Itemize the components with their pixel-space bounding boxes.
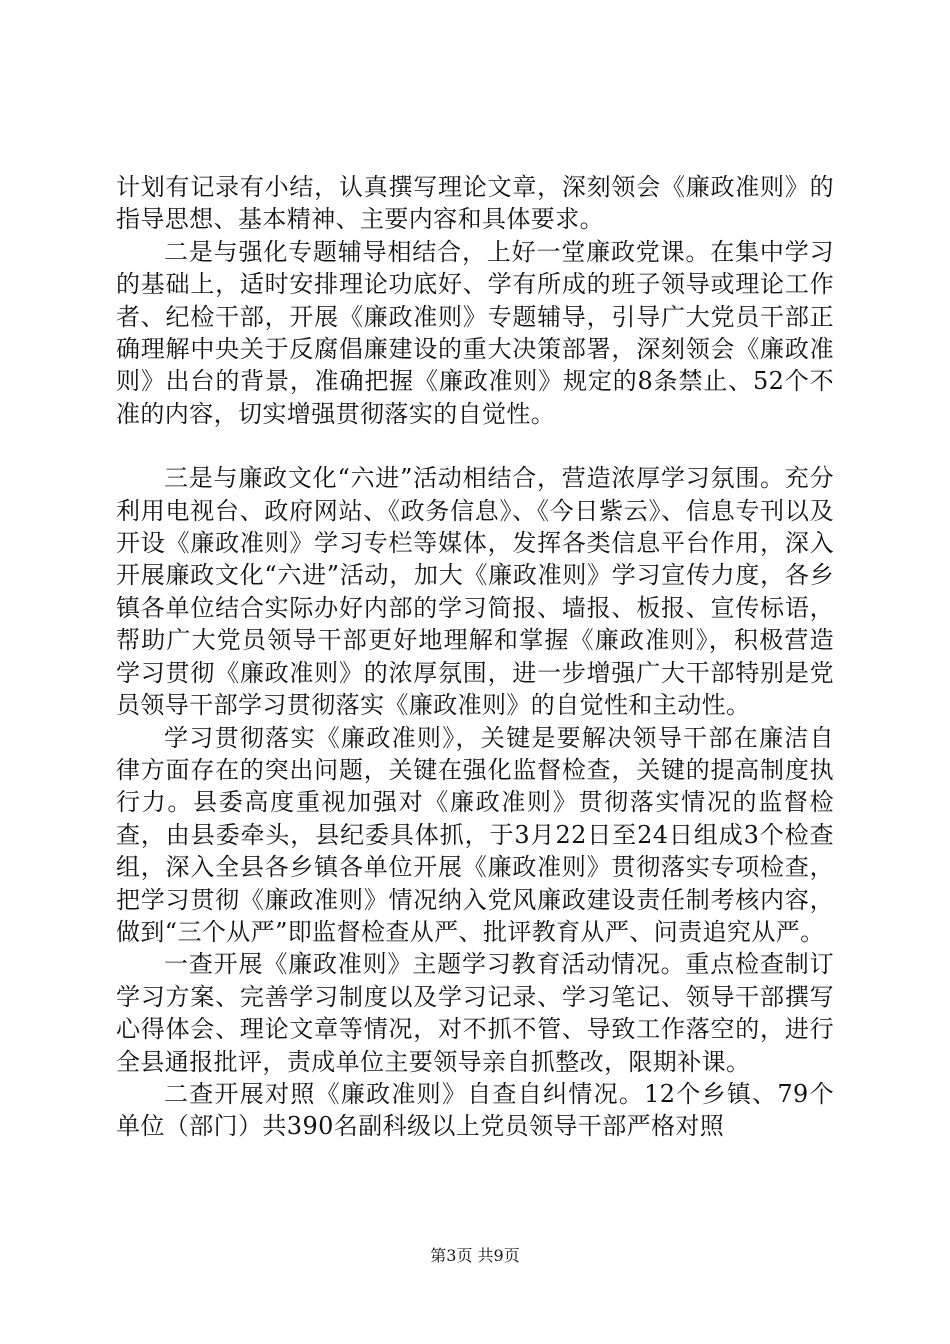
paragraph-clean-culture: 三是与廉政文化“六进”活动相结合，营造浓厚学习氛围。充分利用电视台、政府网站、《政务信息》、《今日紫云》、信息专刊以及开设《廉政准则》学习专栏等媒体，发挥各类信息平台作用，深入开展廉政文化“六进”活动，加大《廉政准则》学习宣传力度，各乡镇各单位结合实际办好内部的学习简报、墙报、板报、宣传标语，帮助广大党员领导干部更好地理解和掌握《廉政准则》，积极营造学习贯彻《廉政准则》的浓厚氛围，进一步增强广大干部特别是党员领导干部学习贯彻落实《廉政准则》的自觉性和主动性。 xyxy=(116,464,834,720)
paragraph-special-tutoring: 二是与强化专题辅导相结合，上好一堂廉政党课。在集中学习的基础上，适时安排理论功底好、学有所成的班子领导或理论工作者、纪检干部，开展《廉政准则》专题辅导，引导广大党员干部正确理解中央关于反腐倡廉建设的重大决策部署，深刻领会《廉政准则》出台的背景，准确把握《廉政准则》规定的8条禁止、52个不准的内容，切实增强贯彻落实的自觉性。 xyxy=(116,237,834,428)
paragraph-continuation: 计划有记录有小结，认真撰写理论文章，深刻领会《廉政准则》的指导思想、基本精神、主要内容和具体要求。 xyxy=(116,173,834,234)
paragraph-supervision: 学习贯彻落实《廉政准则》，关键是要解决领导干部在廉洁自律方面存在的突出问题，关键在强化监督检查，关键的提高制度执行力。县委高度重视加强对《廉政准则》贯彻落实情况的监督检查，由县委牵头，县纪委具体抓，于3月22日至24日组成3个检查组，深入全县各乡镇各单位开展《廉政准则》贯彻落实专项检查，把学习贯彻《廉政准则》情况纳入党风廉政建设责任制考核内容，做到“三个从严”即监督检查从严、批评教育从严、问责追究从严。 xyxy=(116,723,834,946)
document-body xyxy=(116,171,834,1143)
paragraph-first-check: 一查开展《廉政准则》主题学习教育活动情况。重点检查制订学习方案、完善学习制度以及学习记录、学习笔记、领导干部撰写心得体会、理论文章等情况，对不抓不管、导致工作落空的，进行全县通报批评，责成单位主要领导亲自抓整改，限期补课。 xyxy=(116,950,834,1076)
paragraph-second-check: 二查开展对照《廉政准则》自查自纠情况。12个乡镇、79个单位（部门）共390名副科级以上党员领导干部严格对照 xyxy=(116,1079,834,1141)
page-footer: 第3页 共9页 xyxy=(430,1246,520,1265)
